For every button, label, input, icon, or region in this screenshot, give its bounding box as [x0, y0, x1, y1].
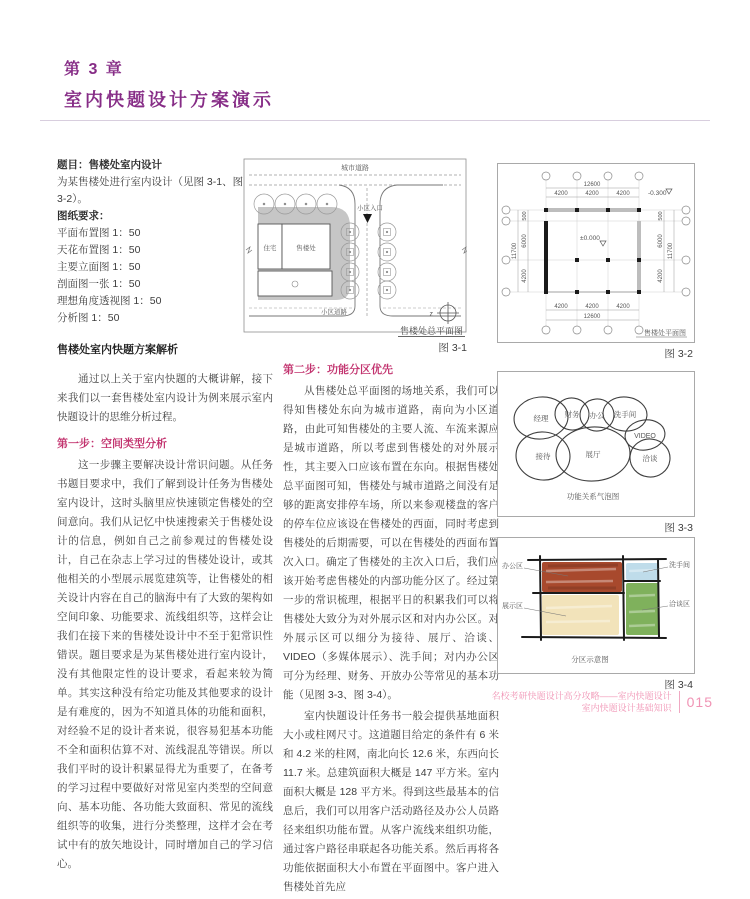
dim-side-seg: 4200: [522, 269, 528, 283]
analysis-column-1: [57, 341, 273, 876]
page-number: 015: [686, 694, 713, 710]
sales-office-label: 售楼处: [296, 245, 316, 252]
exhibition-zone-block: [542, 595, 619, 635]
floor-plan-drawing: [497, 163, 695, 343]
analysis-intro: 通过以上关于室内快题的大概讲解，接下来我们以一套售楼处室内设计为例来展示室内快题设计的思维分析过程。: [57, 373, 273, 423]
requirement-item: 天花布置图 1：50: [57, 244, 141, 256]
dim-top-total: 12600: [583, 182, 601, 188]
wall-top: [546, 208, 639, 212]
footer-text: [492, 690, 672, 714]
fig4-caption: 图 3-4: [664, 679, 693, 691]
brief-topic: 题目：售楼处室内设计: [57, 159, 162, 171]
break-mark-icon: [246, 247, 252, 253]
wall-right: [637, 221, 641, 292]
design-brief: [57, 157, 249, 327]
fig4-inner-caption: 分区示意图: [571, 655, 609, 664]
dim-seg: 4200: [585, 191, 599, 197]
figure-3-2: [497, 163, 693, 361]
dim-bottom-total: 12600: [583, 314, 601, 320]
chapter-number: 第 3 章: [64, 61, 124, 78]
bubble-label: 接待: [535, 452, 551, 461]
bubble-diagram: [497, 371, 695, 517]
dim-seg: 4200: [554, 191, 568, 197]
entrance-label: 小区入口: [357, 205, 383, 212]
dim-side-total: 11700: [512, 242, 518, 260]
bubble-labels: [534, 409, 658, 463]
zone-label: 洽谈区: [669, 601, 690, 608]
dim-side-total: 11700: [668, 242, 674, 260]
fig1-inner-caption: 售楼处总平面图: [399, 326, 463, 336]
zone-label: 洗手间: [669, 562, 690, 569]
fig3-caption: 图 3-3: [664, 522, 693, 534]
figure-3-1: [243, 158, 467, 355]
header-rule: [40, 120, 710, 121]
step1-heading: 第一步：空间类型分析: [57, 438, 167, 450]
fig2-caption: 图 3-2: [664, 348, 693, 360]
dim-seg: 4200: [616, 304, 630, 310]
requirement-item: 主要立面图 1：50: [57, 261, 141, 273]
dim-side-seg: 500: [658, 211, 664, 221]
step2-paragraph-1: 从售楼处总平面图的场地关系，我们可以得知售楼处东向为城市道路，南向为小区道路，由此可知售楼处的主要人流、车流来源应是城市道路，所以考虑到售楼处的对外展示性，其主要入口应该布置在东向。根据售楼处总平面图可知，售楼处与城市道路之间没有足够的距离安排停车场，所以来参观楼盘的客户的停车位应该设在售楼处的西面，同时考虑到售楼处的后期需要，可以在售楼处的西面布置次入口。确定了售楼处的主次入口后，我们应该开始考虑售楼处的内部功能分区了。经过第一步的常识梳理，根据平日的积累我们可以将售楼处大致分为对外展示区和对内办公区。对外展示区可以细分为接待、展厅、洽谈、VIDEO（多媒体展示）、洗手间；对内办公区可分为经理、财务、开放办公等常见的基本功能（见图 3-3、图 3-4）。: [283, 385, 499, 701]
brief-description: 为某售楼处进行室内设计（见图 3-1、图 3-2）。: [57, 176, 244, 205]
road-edge: [380, 306, 461, 316]
road-edge: [380, 185, 397, 306]
zone-label: 展示区: [502, 603, 523, 610]
analysis-section-title: 售楼处室内快题方案解析: [57, 344, 178, 356]
negotiation-zone-block: [626, 583, 659, 635]
level-mark-center: [580, 235, 606, 246]
dim-side-seg: 6000: [658, 234, 664, 248]
svg-text:±0.000: ±0.000: [580, 235, 600, 242]
city-road-label: 城市道路: [341, 165, 369, 172]
dim-side-seg: 4200: [658, 269, 664, 283]
chapter-header: [64, 56, 274, 112]
dim-side-seg: 500: [522, 211, 528, 221]
bubble-label: 办公: [589, 411, 605, 420]
footer-line-1: 名校考研快题设计高分攻略——室内快题设计: [491, 691, 672, 701]
site-plan-drawing: [243, 158, 467, 336]
step1-paragraph: 这一步骤主要解决设计常识问题。从任务书题目要求中，我们了解到设计任务为售楼处室内设计，这时头脑里应快速锁定售楼处的空间意向。我们从记忆中快速搜索关于售楼处设计的信息，例如自己之前参观过的售楼处设计，自己在杂志上学习过的售楼处设计，或其他相关的小型展示展览建筑等，让售楼处的相关设计内容在自己的脑海中有了大致的架构如空间印象、功能要求、流线组织等，这样会让我们在接下来的售楼处设计中不至于犯常识性错误。题目要求是为某售楼处进行室内设计，没有其他限定性的设计要求，看起来较为简单。其实这种没有给定功能及其他要求的设计是有难度的，因为不知道具体的功能和面积，对经验不足的设计者来说，很容易犯基本功能不全和面积估算不对、流线混乱等错误。所以我们平时的设计积累显得尤为重要了，在备考的学习过程中要做好对常见室内类型的空间意向、基本功能、各功能大致面积、常见的流线组织等的收集，进行分类整理，这样才会在考试中有的放矢地设计，同时增加自己的学习信心。: [57, 459, 273, 870]
step2-heading: 第二步：功能分区优先: [283, 364, 393, 376]
level-mark-top: [648, 189, 672, 197]
bubble-label: 经理: [533, 414, 549, 423]
page-footer: [492, 690, 713, 714]
brief-requirements-label: 图纸要求：: [57, 210, 110, 222]
wall-left: [544, 221, 548, 292]
requirement-item: 分析图 1：50: [57, 312, 120, 324]
chapter-title: 室内快题设计方案演示: [64, 90, 274, 110]
figure-3-3: [497, 371, 693, 535]
fig1-caption: 图 3-1: [438, 342, 467, 354]
fig2-inner-caption: 售楼处平面图: [644, 330, 686, 337]
entrance-arrow-icon: [363, 214, 372, 223]
dim-seg: 4200: [554, 304, 568, 310]
dim-seg: 4200: [616, 191, 630, 197]
step2-paragraph-2: 室内快题设计任务书一般会提供基地面积大小或柱网尺寸。这道题目给定的条件有 6 米和 4.2 米的柱网，南北向长 12.6 米，东西向长 11.7 米。总建筑面积大概是 147 平方米。室内面积大概是 128 平方米。得到这些最基本的信息后，我们可以用客户活动路径及办公人员路径来组织功能布置。从客户流线来组织功能，通过客户路径串联起各功能关系。然后再将各功能依据面积大小布置在平面图中。客户进入售楼处首先应: [283, 710, 499, 893]
svg-text:-0.300: -0.300: [648, 190, 667, 197]
fig3-inner-caption: 功能关系气泡图: [566, 492, 620, 501]
community-road-label: 小区道路: [321, 309, 347, 316]
dim-side-seg: 6000: [522, 234, 528, 248]
zoning-sketch: [497, 537, 695, 674]
bubble-label: 财务: [564, 410, 580, 419]
residence-label: 住宅: [263, 245, 277, 252]
bubble-label: 洗手间: [613, 410, 637, 419]
lower-building: [258, 271, 332, 296]
footer-divider: [679, 691, 680, 713]
requirement-item: 理想角度透视图 1：50: [57, 295, 162, 307]
figure-3-4: [497, 537, 693, 692]
svg-text:z: z: [429, 311, 433, 318]
footer-line-2: 室内快题设计基础知识: [581, 703, 672, 713]
bubble-label: 展厅: [585, 450, 601, 459]
analysis-column-2: [283, 361, 499, 899]
dim-seg: 4200: [585, 304, 599, 310]
zone-label: 办公区: [502, 563, 523, 570]
north-compass-icon: [430, 302, 460, 324]
bubble-label: 洽谈: [642, 454, 658, 463]
bubble-label: VIDEO: [634, 433, 656, 440]
dimension-lines: [518, 188, 674, 320]
requirement-item: 剖面图一张 1：50: [57, 278, 141, 290]
requirement-item: 平面布置图 1：50: [57, 227, 141, 239]
